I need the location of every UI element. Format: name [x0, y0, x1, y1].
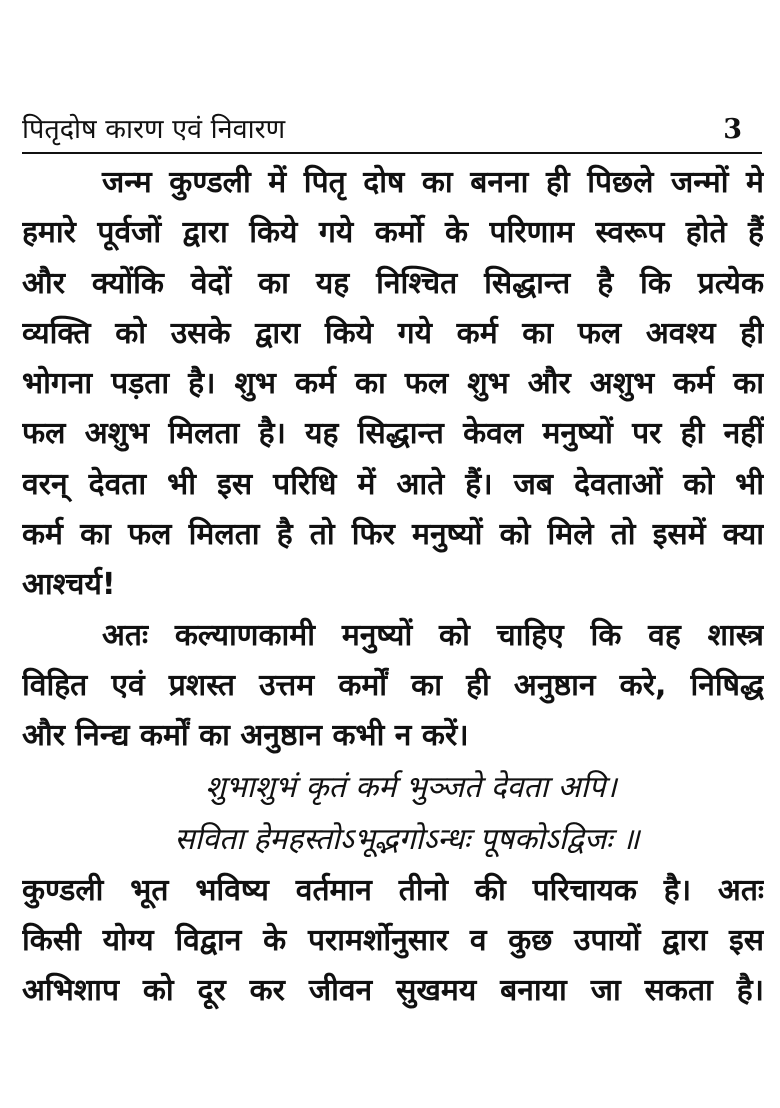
- text-line: किसी योग्य विद्वान के परामर्शोनुसार व कुछ उपायों द्वारा इस: [22, 922, 764, 958]
- verse-line: सविता हेमहस्तोऽभूद्भगोऽन्धः पूषकोऽद्विजः ॥: [174, 821, 640, 857]
- text-line: और क्योंकि वेदों का यह निश्चित सिद्धान्त है कि प्रत्येक: [22, 265, 764, 301]
- page-number: 3: [723, 114, 742, 145]
- verse-line: शुभाशुभं कृतं कर्म भुञ्जते देवता अपि।: [205, 769, 617, 805]
- text-line: हमारे पूर्वजों द्वारा किये गये कर्मो के परिणाम स्वरूप होते हैं: [22, 215, 764, 251]
- text-line: विहित एवं प्रशस्त उत्तम कर्मों का ही अनुष्ठान करे, निषिद्ध: [22, 667, 764, 703]
- text-line: कर्म का फल मिलता है तो फिर मनुष्यों को मिले तो इसमें क्या: [22, 517, 764, 553]
- text-line: अतः कल्याणकामी मनुष्यों को चाहिए कि वह शास्त्र: [102, 617, 764, 653]
- text-line: भोगना पड़ता है। शुभ कर्म का फल शुभ और अशुभ कर्म का: [22, 366, 764, 402]
- text-line: वरन् देवता भी इस परिधि में आते हैं। जब देवताओं को भी: [22, 466, 764, 502]
- text-line: अभिशाप को दूर कर जीवन सुखमय बनाया जा सकता है।: [22, 973, 764, 1009]
- text-line: जन्म कुण्डली में पितृ दोष का बनना ही पिछले जन्मों मे: [102, 165, 764, 200]
- text-line: फल अशुभ मिलता है। यह सिद्धान्त केवल मनुष्यों पर ही नहीं: [22, 416, 764, 452]
- running-header: [22, 112, 762, 154]
- text-line: आश्चर्य!: [22, 567, 116, 603]
- text-line: कुण्डली भूत भविष्य वर्तमान तीनो की परिचायक है। अतः: [22, 872, 764, 908]
- sanskrit-verse: [22, 762, 764, 866]
- text-line: और निन्द्य कर्मों का अनुष्ठान कभी न करें।: [22, 718, 469, 754]
- page-body: [22, 158, 764, 1016]
- paragraph-1: [22, 158, 764, 611]
- book-title: पितृदोष कारण एवं निवारण: [22, 114, 286, 145]
- text-line: व्यक्ति को उसके द्वारा किये गये कर्म का फल अवश्य ही: [22, 315, 764, 351]
- paragraph-2: [22, 611, 764, 762]
- paragraph-3: [22, 866, 764, 1017]
